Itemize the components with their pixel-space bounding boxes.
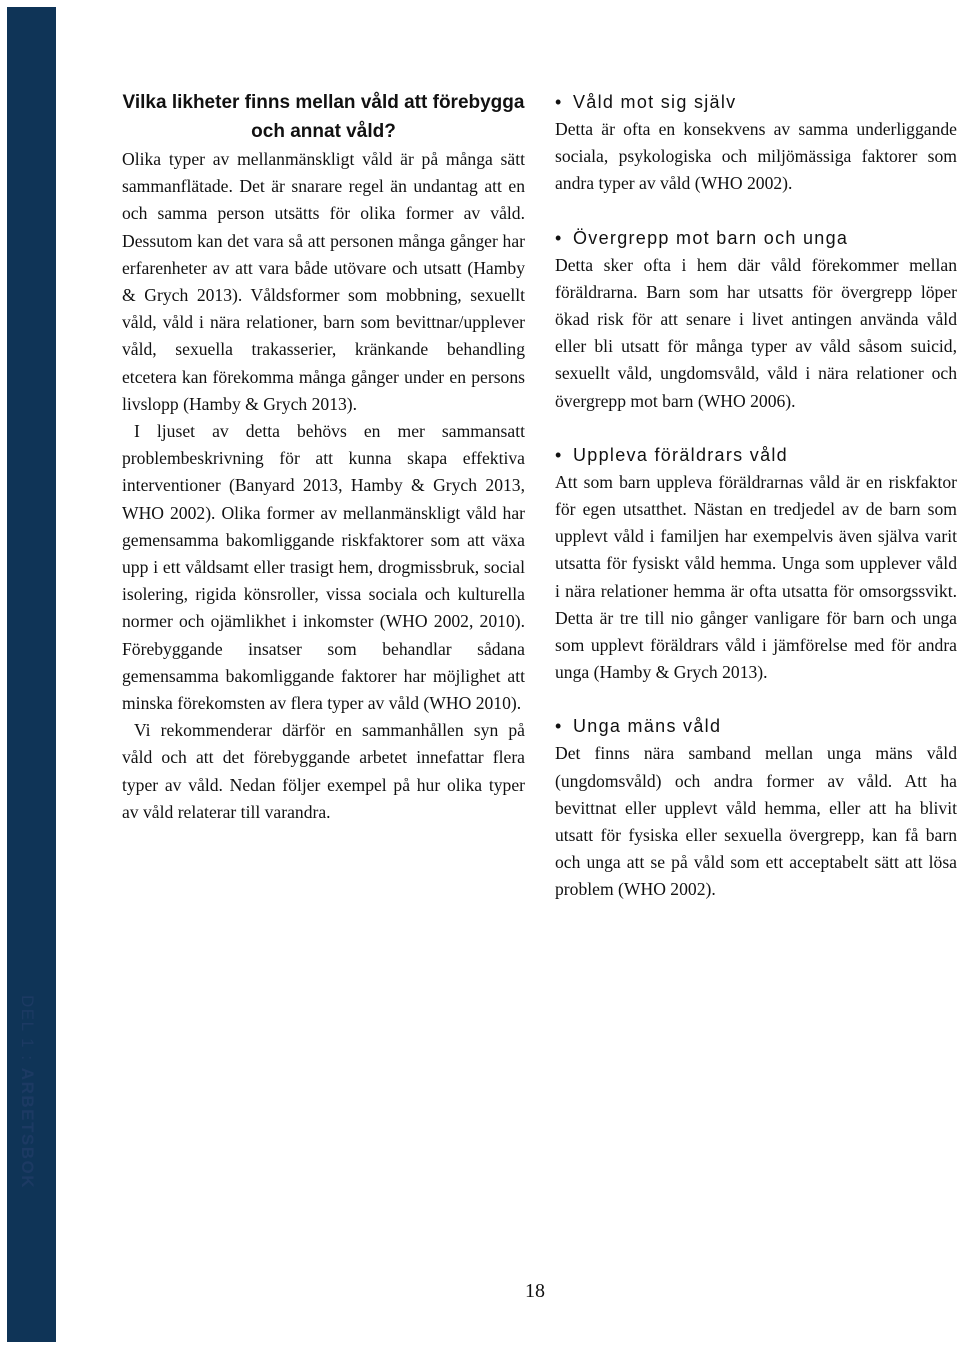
violence-type-title-text: Övergrepp mot barn och unga [573, 227, 849, 248]
violence-type-title-text: Våld mot sig själv [573, 92, 737, 112]
violence-type-young-men [555, 712, 957, 903]
page-number: 18 [525, 1280, 545, 1302]
violence-type-title-text: Uppleva föräldrars våld [573, 444, 788, 465]
violence-type-parental [555, 441, 957, 687]
body-paragraph-1: Olika typer av mellanmänskligt våld är på många sätt sammanflätade. Det är snarare regel än undantag att en och samma person utsätts för olika former av våld. Dessutom kan det vara så att personen många gånger har erfarenheter av att vara både utövare och utsatt (Hamby & Grych 2013). Våldsformer som mobbning, sexuellt våld, våld i nära relationer, barn som bevittnar/upplever våld, sexuella trakasserier, kränkande behandling etcetera kan förekomma många gånger under en persons livslopp (Hamby & Grych 2013). [122, 149, 525, 414]
bullet-point: • [555, 716, 563, 737]
section-heading: Vilka likheter finns mellan våld att förebygga och annat våld? [122, 92, 525, 142]
violence-type-text: Detta är ofta en konsekvens av samma underliggande sociala, psykologiska och miljömässiga faktorer som andra typer av våld (WHO 2002). [555, 119, 957, 194]
left-column [122, 88, 525, 826]
violence-type-title-text: Unga mäns våld [573, 716, 722, 737]
section-tab-name: ARBETSBOK [18, 1067, 37, 1189]
body-paragraph-3: Vi rekommenderar därför en sammanhållen syn på våld och att det förebyggande arbetet innefattar flera typer av våld. Nedan följer exempel på hur olika typer av våld relaterar till varandra. [122, 720, 525, 822]
bullet-point: • [555, 92, 563, 112]
violence-type-text: Detta sker ofta i hem där våld förekommer mellan föräldrarna. Barn som har utsatts för övergrepp löper ökad risk för att senare i livet antingen använda våld eller bli utsatt för många typer av våld såsom suicid, sexuellt våld, ungdomsvåld, våld i nära relationer och övergrepp mot barn (WHO 2006). [555, 254, 957, 411]
bullet-point: • [555, 227, 563, 248]
section-tab-part: DEL 1 : [18, 995, 37, 1068]
violence-type-child-abuse [555, 224, 957, 415]
violence-type-title [555, 224, 957, 253]
violence-type-title [555, 712, 957, 741]
section-tab-label [17, 995, 37, 1189]
violence-type-title [555, 441, 957, 470]
body-paragraph-2: I ljuset av detta behövs en mer sammansatt problembeskrivning för att kunna skapa effektiva interventioner (Banyard 2013, Hamby & Grych 2013, WHO 2002). Olika former av mellanmänskligt våld har gemensamma bakomliggande riskfaktorer som att växa upp i ett våldsamt eller trasigt hem, drogmissbruk, social isolering, rigida könsroller, vissa sociala och kulturella normer och ojämlikhet i inkomster (WHO 2002, 2010). Förebyggande insatser som behandlar sådana gemensamma bakomliggande faktorer har möjlighet att minska förekomsten av flera typer av våld (WHO 2010). [122, 421, 525, 714]
violence-type-self [555, 88, 957, 198]
right-column [555, 88, 957, 930]
violence-type-text: Det finns nära samband mellan unga mäns våld (ungdomsvåld) och andra former av våld. Att ha bevittnat eller upplevt våld hemma, eller att ha blivit utsatt för fysiska eller sexuella övergrepp, kan få barn och unga att se på våld som ett acceptabelt sätt att lösa problem (WHO 2002). [555, 743, 957, 900]
violence-type-title [555, 88, 957, 117]
bullet-point: • [555, 444, 563, 465]
section-tab [17, 995, 43, 1225]
violence-type-text: Att som barn uppleva föräldrarnas våld är en riskfaktor för egen utsatthet. Nästan en tredjedel av de barn som upplevt våld i familjen har exempelvis även själva varit utsatta för fysiskt våld hemma. Unga som upplever våld i nära relationer hemma är ofta utsatta för omsorgssvikt. Detta är tre till nio gånger vanligare för barn och unga som upplevt föräldrars våld i jämförelse med för andra unga (Hamby & Grych 2013). [555, 471, 957, 683]
